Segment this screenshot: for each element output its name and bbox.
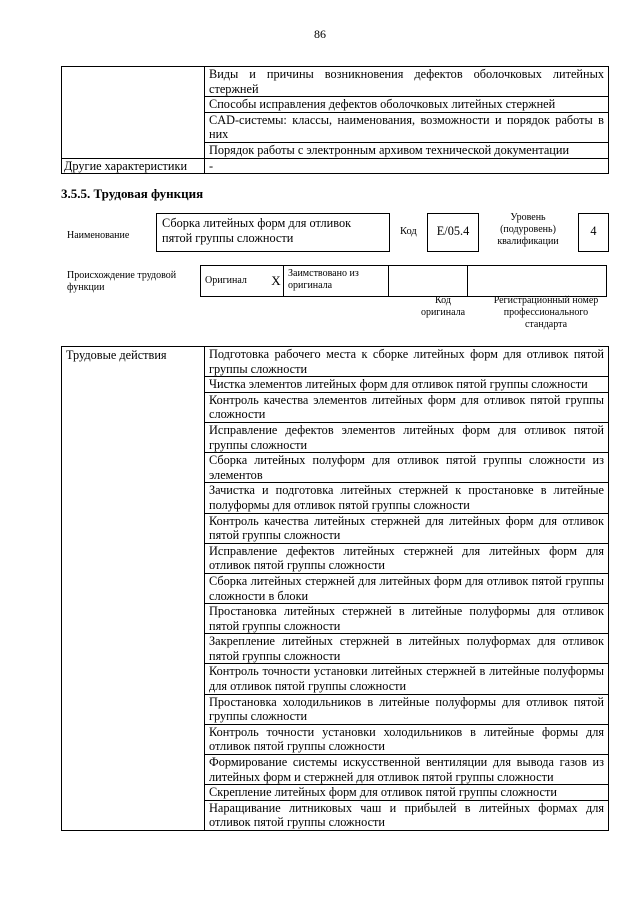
labor-action-item: Чистка элементов литейных форм для отливок пятой группы сложности <box>205 377 609 393</box>
table-row <box>201 266 607 297</box>
name-value: Сборка литейных форм для отливок пятой группы сложности <box>162 216 352 245</box>
page-number: 86 <box>314 27 326 41</box>
table-row <box>62 347 609 377</box>
knowledge-table <box>61 66 609 174</box>
original-mark: X <box>269 266 284 297</box>
labor-action-item: Подготовка рабочего места к сборке литейных форм для отливок пятой группы сложности <box>205 347 609 377</box>
labor-action-item: Сборка литейных стержней для литейных форм для отливок пятой группы сложности в блоки <box>205 573 609 603</box>
table-cell: Порядок работы с электронным архивом технической документации <box>205 142 609 158</box>
code-box <box>427 213 479 252</box>
labor-action-item: Простановка холодильников в литейные полуформы для отливок пятой группы сложности <box>205 694 609 724</box>
code-value: E/05.4 <box>436 224 470 238</box>
code-label: Код <box>400 226 417 237</box>
table-row <box>62 67 609 97</box>
table-cell-empty <box>62 67 205 159</box>
labor-actions-body <box>62 347 609 831</box>
name-box <box>156 213 390 252</box>
labor-action-item: Контроль точности установки литейных стержней в литейные полуформы для отливок пятой группы сложности <box>205 664 609 694</box>
labor-action-item: Исправление дефектов элементов литейных форм для отливок пятой группы сложности <box>205 422 609 452</box>
code-original-cell <box>389 266 468 297</box>
origin-label: Происхождение трудовой функции <box>67 270 177 293</box>
reg-number-cell <box>468 266 607 297</box>
table-cell: CAD-системы: классы, наименования, возможности и порядок работы в них <box>205 112 609 142</box>
labor-action-item: Исправление дефектов литейных стержней для литейных форм для отливок пятой группы сложности <box>205 543 609 573</box>
labor-actions-label: Трудовые действия <box>62 347 205 831</box>
labor-action-item: Контроль качества элементов литейных форм для отливок пятой группы сложности <box>205 392 609 422</box>
table-cell: Способы исправления дефектов оболочковых литейных стержней <box>205 97 609 113</box>
labor-actions-table <box>61 346 609 831</box>
level-value: 4 <box>590 224 597 238</box>
other-characteristics-label: Другие характеристики <box>62 158 205 174</box>
code-original-caption: Код оригинала <box>420 295 466 318</box>
labor-action-item: Наращивание литниковых чаш и прибылей в литейных формах для отливок пятой группы сложности <box>205 800 609 830</box>
labor-action-item: Сборка литейных полуформ для отливок пятой группы сложности из элементов <box>205 453 609 483</box>
name-label: Наименование <box>67 230 130 241</box>
original-label: Оригинал <box>201 266 270 297</box>
table-row <box>62 158 609 174</box>
reg-number-caption: Регистрационный номер профессионального стандарта <box>493 295 599 330</box>
labor-action-item: Зачистка и подготовка литейных стержней к простановке в литейные полуформы для отливок пятой группы сложности <box>205 483 609 513</box>
labor-action-item: Контроль точности установки холодильников в литейные формы для отливок пятой группы сложности <box>205 724 609 754</box>
labor-action-item: Контроль качества литейных стержней для литейных форм для отливок пятой группы сложности <box>205 513 609 543</box>
borrowed-label: Заимствовано из оригинала <box>284 266 389 297</box>
labor-action-item: Формирование системы искусственной вентиляции для вывода газов из литейных форм и стержней для отливок пятой группы сложности <box>205 755 609 785</box>
level-label: Уровень (подуровень) квалификации <box>497 212 559 247</box>
section-heading: 3.5.5. Трудовая функция <box>61 186 204 201</box>
origin-table <box>200 265 607 297</box>
labor-action-item: Скрепление литейных форм для отливок пятой группы сложности <box>205 785 609 801</box>
labor-action-item: Закрепление литейных стержней в литейных полуформах для отливок пятой группы сложности <box>205 634 609 664</box>
level-box <box>578 213 609 252</box>
labor-action-item: Простановка литейных стержней в литейные полуформы для отливок пятой группы сложности <box>205 604 609 634</box>
table-cell: Виды и причины возникновения дефектов оболочковых литейных стержней <box>205 67 609 97</box>
other-characteristics-value: - <box>205 158 609 174</box>
